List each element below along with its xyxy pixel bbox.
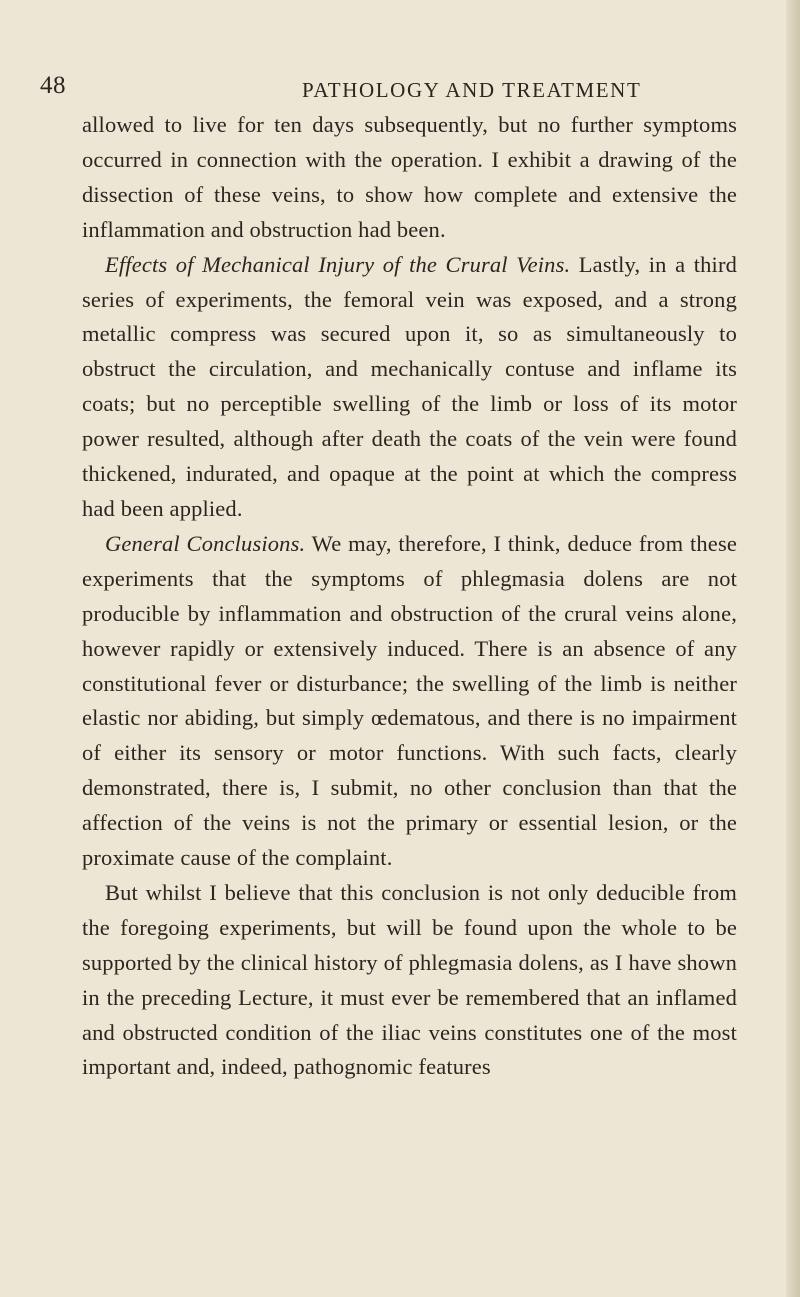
paragraph-text: We may, therefore, I think, deduce from these experiments that the symptoms of phlegmasia dolens are not producible by inflammation and obstruction of the crural veins alone, however rapidly or extensively induced. There is an absence of any constitutional fever or disturbance; the swelling of the limb is neither elastic nor abiding, but simply œdematous, and there is no impairment of either its sensory or motor functions. With such facts, clearly demonstrated, there is, I submit, no other conclusion than that the affection of the veins is not the primary or essential lesion, or the proximate cause of the complaint. xyxy=(82,530,737,871)
body-text xyxy=(82,108,737,1085)
page-edge-shadow xyxy=(786,0,800,1297)
page-number: 48 xyxy=(40,72,66,99)
page-header xyxy=(40,72,760,108)
paragraph-text: Lastly, in a third series of experiments, the femoral vein was exposed, and a strong metallic compress was secured upon it, so as simultaneously to obstruct the circulation, and mechanically contuse and inflame its coats; but no perceptible swelling of the limb or loss of its motor power resulted, although after death the coats of the vein were found thickened, indurated, and opaque at the point at which the compress had been applied. xyxy=(82,251,737,521)
paragraph-general-conclusions xyxy=(82,527,737,876)
paragraph-text: But whilst I believe that this conclusion is not only deducible from the foregoing experiments, but will be found upon the whole to be supported by the clinical history of phlegmasia dolens, as I have shown in the preceding Lecture, it must ever be remembered that an inflamed and obstructed condition of the iliac veins constitutes one of the most important and, indeed, pathognomic features xyxy=(82,879,737,1080)
running-title: PATHOLOGY AND TREATMENT xyxy=(302,78,642,102)
paragraph-continuation xyxy=(82,108,737,248)
section-heading-general-conclusions: General Conclusions. xyxy=(105,530,306,556)
paragraph-mechanical-injury xyxy=(82,248,737,527)
paragraph-but-whilst xyxy=(82,876,737,1085)
paragraph-text: allowed to live for ten days subsequently, but no further symptoms occurred in connection with the operation. I exhibit a drawing of the dissection of these veins, to show how complete and extensive the inflammation and obstruction had been. xyxy=(82,112,737,242)
section-heading-mechanical-injury: Effects of Mechanical Injury of the Crural Veins. xyxy=(105,251,571,277)
